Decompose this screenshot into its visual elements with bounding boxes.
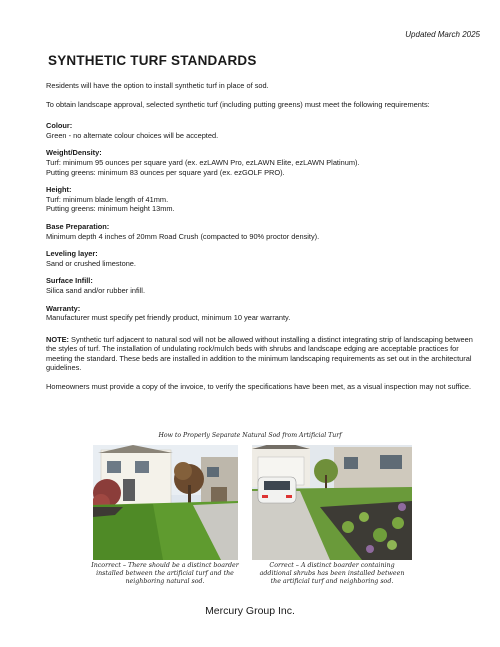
section-line: Manufacturer must specify pet friendly product, minimum 10 year warranty. <box>46 313 291 323</box>
section-heading: Surface Infill: <box>46 276 93 286</box>
section-line: Minimum depth 4 inches of 20mm Road Crush (compacted to 90% proctor density). <box>46 231 320 241</box>
warranty-section <box>46 304 476 323</box>
section-line: Putting greens: minimum 83 ounces per square yard (ex. ezGOLF PRO). <box>46 167 285 177</box>
incorrect-example-photo <box>93 445 238 560</box>
section-heading: Leveling layer: <box>46 249 98 259</box>
leveling-section <box>46 249 476 268</box>
incorrect-caption: Incorrect – There should be a distinct boarder installed between the artificial turf and the neighboring natural sod. <box>91 562 239 585</box>
requirements-paragraph: To obtain landscape approval, selected synthetic turf (including putting greens) must meet the following requirements: <box>46 99 430 109</box>
section-heading: Base Preparation: <box>46 221 110 231</box>
correct-caption: Correct – A distinct boarder containing additional shrubs has been installed between the artificial turf and neighboring sod. <box>259 562 405 585</box>
section-heading: Height: <box>46 185 72 195</box>
incorrect-photo-illustration <box>93 445 238 560</box>
correct-example-photo <box>252 445 412 560</box>
section-line: Turf: minimum blade length of 41mm. <box>46 194 169 204</box>
weight-section <box>46 148 476 177</box>
section-heading: Colour: <box>46 121 73 131</box>
page-title: SYNTHETIC TURF STANDARDS <box>48 53 257 68</box>
section-heading: Weight/Density: <box>46 148 102 158</box>
colour-section <box>46 121 476 140</box>
footer-company: Mercury Group Inc. <box>205 605 295 617</box>
base-section <box>46 222 476 241</box>
invoice-paragraph: Homeowners must provide a copy of the invoice, to verify the specifications have been met, as a visual inspection may not suffice. <box>46 382 472 392</box>
section-line: Turf: minimum 95 ounces per square yard (ex. ezLAWN Pro, ezLAWN Elite, ezLAWN Platinum). <box>46 157 360 167</box>
note-label: NOTE: <box>46 334 69 344</box>
infill-section <box>46 276 476 295</box>
section-heading: Warranty: <box>46 303 81 313</box>
section-line: Putting greens: minimum height 13mm. <box>46 204 175 214</box>
note-text: Synthetic turf adjacent to natural sod will not be allowed without installing a distinct integrating strip of landscaping between the styles of turf. The installation of undulating rock/mulch beds with shrubs and landscape edging are acceptable practices for meeting the standard. These beds are installed in addition to the minimum landscaping requirements as set out in the architectural guidelines. <box>46 334 473 373</box>
section-line: Sand or crushed limestone. <box>46 258 136 268</box>
updated-date: Updated March 2025 <box>405 30 480 39</box>
note-paragraph <box>46 335 476 373</box>
document-body <box>46 81 476 401</box>
intro-paragraph: Residents will have the option to install synthetic turf in place of sod. <box>46 81 269 90</box>
figure-title: How to Properly Separate Natural Sod from Artificial Turf <box>158 432 342 439</box>
section-line: Silica sand and/or rubber infill. <box>46 285 146 295</box>
section-line: Green - no alternate colour choices will be accepted. <box>46 130 219 140</box>
height-section <box>46 185 476 214</box>
correct-photo-illustration <box>252 445 412 560</box>
